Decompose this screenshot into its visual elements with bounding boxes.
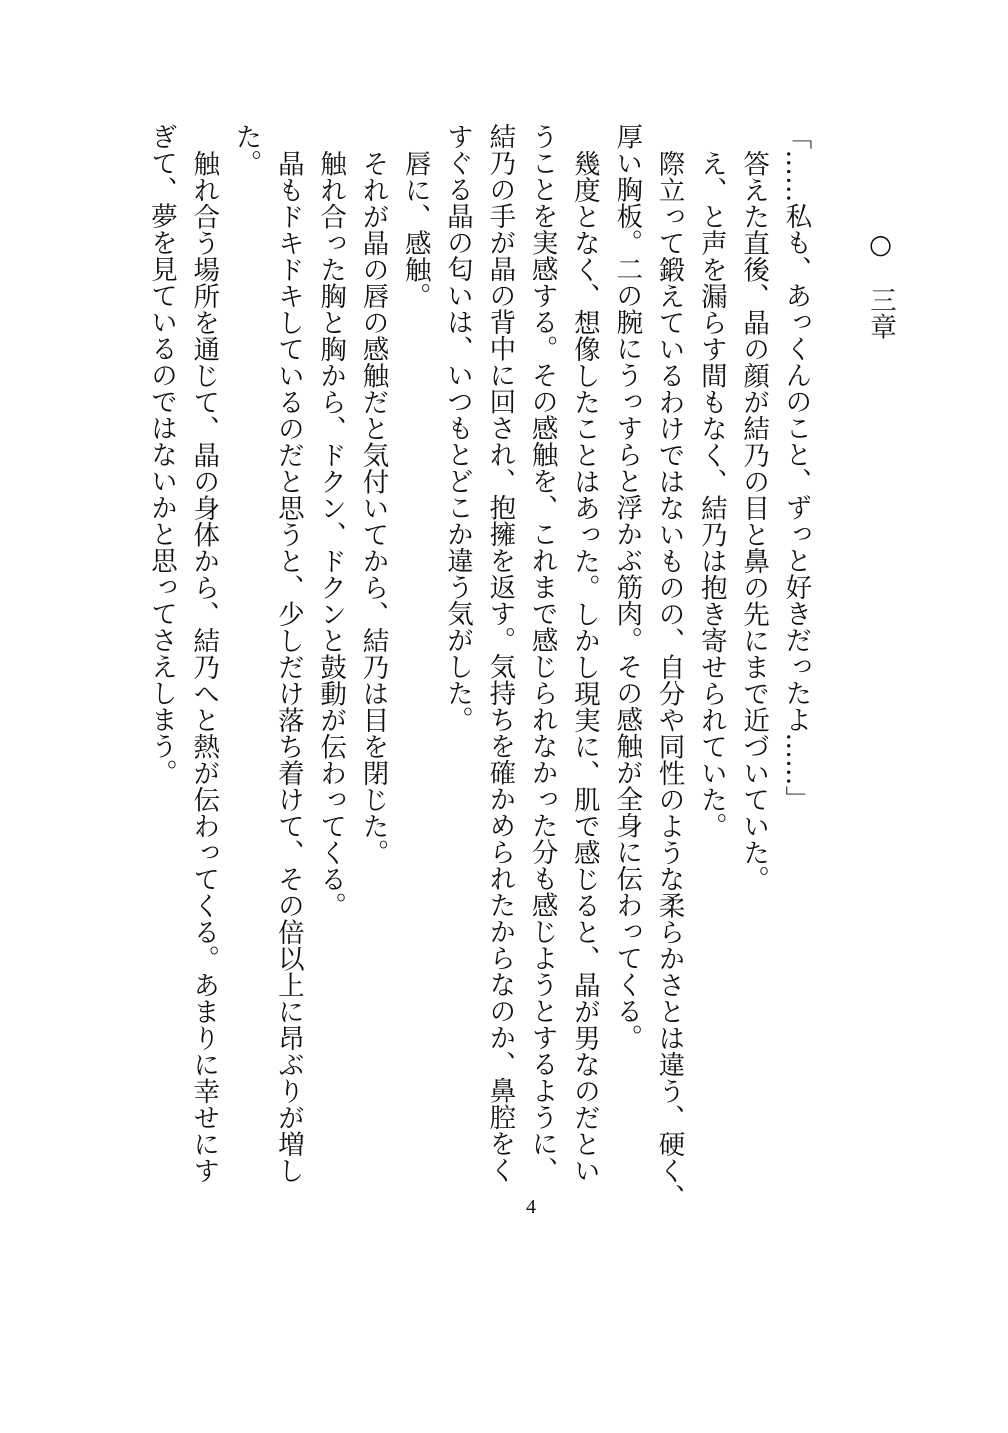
text-line: 晶もドキドキしているのだと思うと、少しだけ落ち着けて、その倍以上に昂ぶりが増し bbox=[272, 149, 304, 1183]
text-line: すぐる晶の匂いは、いつもとどこか違う気がした。 bbox=[442, 123, 474, 733]
text-line: 答えた直後、晶の顔が結乃の目と鼻の先にまで近づいていた。 bbox=[738, 149, 770, 892]
text-line: 触れ合った胸と胸から、ドクン、ドクンと鼓動が伝わってくる。 bbox=[315, 149, 347, 918]
text-line: うことを実感する。その感触を、これまで感じられなかった分も感じようとするように、 bbox=[526, 123, 558, 1183]
text-line: 触れ合う場所を通じて、晶の身体から、結乃へと熱が伝わってくる。あまりに幸せにす bbox=[188, 149, 220, 1183]
text-line: ぎて、夢を見ているのではないかと思ってさえしまう。 bbox=[145, 123, 177, 786]
text-line: え、と声を漏らす間もなく、結乃は抱き寄せられていた。 bbox=[695, 149, 727, 839]
chapter-heading: ○ 三章 bbox=[865, 229, 896, 340]
text-line: 唇に、感触。 bbox=[399, 149, 431, 309]
text-line: 結乃の手が晶の背中に回され、抱擁を返す。気持ちを確かめられたからなのか、鼻腔をく bbox=[484, 123, 516, 1183]
text-line: それが晶の唇の感触だと気付いてから、結乃は目を閉じた。 bbox=[357, 149, 389, 865]
body-text bbox=[140, 123, 901, 1223]
text-line: 幾度となく、想像したことはあった。しかし現実に、肌で感じると、晶が男なのだとい bbox=[568, 149, 600, 1183]
text-line: 「……私も、あっくんのこと、ずっと好きだったよ……」 bbox=[780, 123, 812, 812]
text-line: た。 bbox=[230, 123, 262, 176]
text-line: 際立って鍛えているわけではないものの、自分や同性のような柔らかさとは違う、硬く、 bbox=[653, 149, 685, 1210]
text-line: 厚い胸板。二の腕にうっすらと浮かぶ筋肉。その感触が全身に伝わってくる。 bbox=[611, 123, 643, 1051]
page-number: 4 bbox=[526, 1196, 536, 1218]
